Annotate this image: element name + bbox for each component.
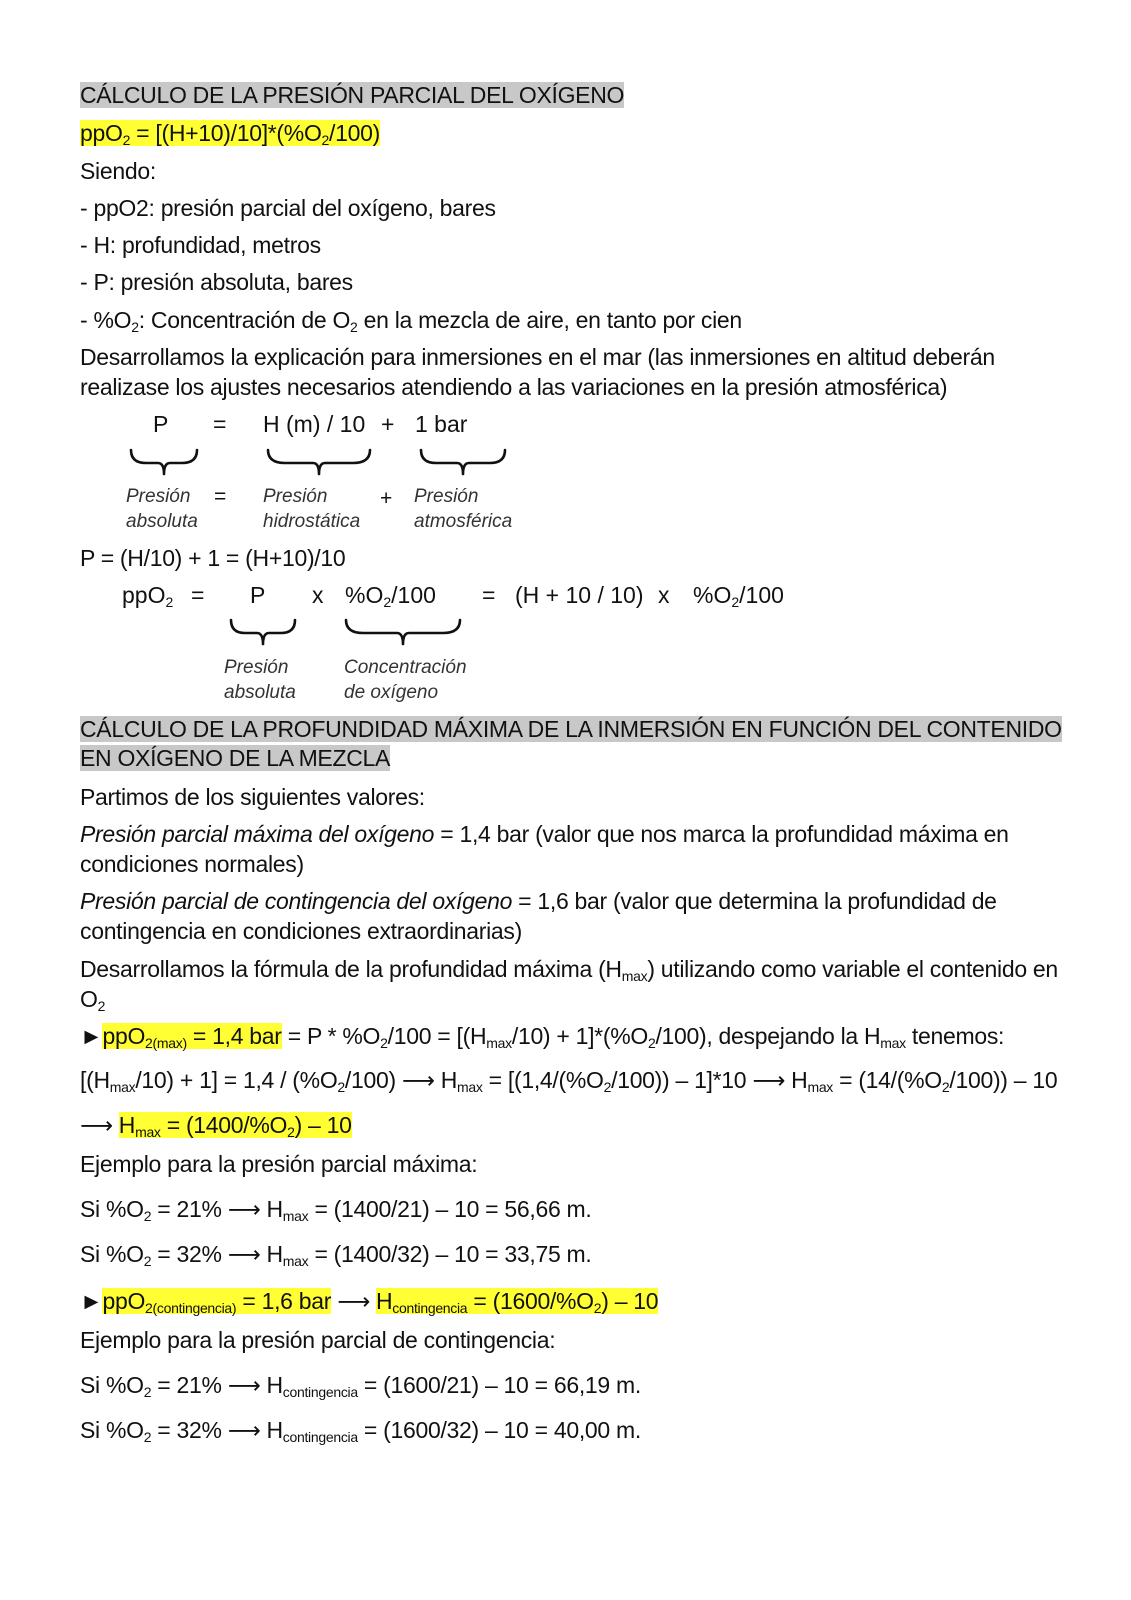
diag2-h-term: (H + 10 / 10) xyxy=(515,582,644,608)
section2-title: CÁLCULO DE LA PROFUNDIDAD MÁXIMA DE LA INMERSIÓN EN FUNCIÓN DEL CONTENIDO xyxy=(80,716,1062,742)
label-presion: Presión xyxy=(414,486,479,507)
label-presion: Presión xyxy=(224,657,289,678)
diag2-ppo2: ppO$_2$ xyxy=(122,582,174,610)
hmax-result-line: ⟶ $H_{max} = (1400/\%O_2) - 10$ xyxy=(80,1112,352,1140)
siendo-label: Siendo: xyxy=(80,158,156,184)
hmax-derivation-line: $[(H_{max}/10) + 1] = 1,4 / (\%O_2/100)$ ⟶ $H_{max} = [(1,4/(\%O_2/100)) - 1]*10$ ⟶ $H_{max} = (14/(\%O_2/100)) - 10$ xyxy=(80,1067,1058,1095)
brace-icon xyxy=(343,617,463,647)
section1-title: CÁLCULO DE LA PRESIÓN PARCIAL DEL OXÍGENO xyxy=(80,82,625,108)
ppo2max-highlight: ppO$_{2(max)}$ = 1,4 bar xyxy=(102,1023,282,1051)
example-title: Ejemplo para la presión parcial de contingencia: xyxy=(80,1327,556,1353)
label-de-oxigeno: de oxígeno xyxy=(344,682,439,703)
value-max-line: Presión parcial máxima del oxígeno = 1,4 bar (valor que nos marca la profundidad máxima en xyxy=(80,821,1009,847)
definition-item: - P: presión absoluta, bares xyxy=(80,269,353,295)
label-presion: Presión xyxy=(126,486,191,507)
diag-p: P xyxy=(153,411,169,437)
label-concentracion: Concentración xyxy=(344,657,467,678)
contingency-formula-line: ►ppO$_{2(contingencia)}$ = 1,6 bar ⟶ $H_{contingencia} = (1600/\%O_2) - 10$ xyxy=(80,1288,659,1316)
p-equation: P = (H/10) + 1 = (H+10)/10 xyxy=(80,545,346,571)
example-row: Si $\%O_2 = 32\%$ ⟶ $H_{max} = (1400/32) - 10 = 33,75$ m. xyxy=(80,1241,592,1269)
diag-equals: = xyxy=(213,411,227,437)
diag-bar: 1 bar xyxy=(415,411,468,437)
diag2-equals: = xyxy=(482,582,496,608)
explanation-line: realizase los ajustes necesarios atendiendo a las variaciones en la presión atmosférica) xyxy=(80,374,948,400)
diag-plus: + xyxy=(381,411,395,437)
label-absoluta: absoluta xyxy=(126,511,198,532)
brace-icon xyxy=(418,447,508,477)
example-row: Si $\%O_2 = 21\%$ ⟶ $H_{max} = (1400/21) - 10 = 56,66$ m. xyxy=(80,1196,592,1224)
diag2-times: x xyxy=(312,582,324,608)
partimos-text: Partimos de los siguientes valores: xyxy=(80,784,425,810)
label-presion: Presión xyxy=(263,486,328,507)
label-hidrostatica: hidrostática xyxy=(263,511,361,532)
develop-text: $O_2$ xyxy=(80,986,106,1014)
example-row: Si $\%O_2 = 32\%$ ⟶ $H_{contingencia} = (1600/32) - 10 = 40,00$ m. xyxy=(80,1417,641,1445)
section2-title: EN OXÍGENO DE LA MEZCLA xyxy=(80,745,391,771)
diag2-o2-term: $\%O_2/100$ xyxy=(693,582,784,610)
h-contingency-highlight: $H_{contingencia} = (1600/\%O_2) - 10$ xyxy=(375,1288,659,1316)
diag-hydro-term: H (m) / 10 xyxy=(263,411,366,437)
hmax-highlight: $H_{max} = (1400/\%O_2) - 10$ xyxy=(118,1112,352,1140)
diag2-equals: = xyxy=(191,582,205,608)
develop-text: Desarrollamos la fórmula de la profundidad máxima $(H_{max})$ utilizando como variable el contenido en xyxy=(80,956,1058,984)
hmax-derivation-line: ►ppO$_{2(max)}$ = 1,4 bar = $P * \%O_2/100 = [(H_{max}/10) + 1]*(\%O_2/100)$, despejando la $H_{max}$ tenemos: xyxy=(80,1023,1005,1051)
diag2-o2-term: $\%O_2/100$ xyxy=(345,582,436,610)
diag2-times: x xyxy=(658,582,670,608)
brace-icon xyxy=(265,447,373,477)
definition-item: - H: profundidad, metros xyxy=(80,232,321,258)
brace-icon xyxy=(128,447,200,477)
example-title: Ejemplo para la presión parcial máxima: xyxy=(80,1151,478,1177)
brace-icon xyxy=(228,617,298,647)
definition-item: - $\%O_2$: Concentración de $O_2$ en la mezcla de aire, en tanto por cien xyxy=(80,307,742,335)
label-equals: = xyxy=(214,485,227,508)
label-plus: + xyxy=(380,487,393,510)
explanation-line: Desarrollamos la explicación para inmersiones en el mar (las inmersiones en altitud deberán xyxy=(80,344,995,370)
value-contingency-line: contingencia en condiciones extraordinarias) xyxy=(80,918,522,944)
ppo2-formula: $ppO_2 = [(H+10)/10]*(\%O_2/100)$ xyxy=(80,120,380,148)
value-max-line: condiciones normales) xyxy=(80,851,304,877)
label-absoluta: absoluta xyxy=(224,682,296,703)
ppo2-contingency-highlight: ppO$_{2(contingencia)}$ = 1,6 bar xyxy=(102,1288,332,1316)
example-row: Si $\%O_2 = 21\%$ ⟶ $H_{contingencia} = (1600/21) - 10 = 66,19$ m. xyxy=(80,1372,641,1400)
diag2-p: P xyxy=(250,582,266,608)
definition-item: - ppO2: presión parcial del oxígeno, bares xyxy=(80,195,496,221)
value-contingency-line: Presión parcial de contingencia del oxígeno = 1,6 bar (valor que determina la profundidad de xyxy=(80,888,997,914)
label-atmosferica: atmosférica xyxy=(414,511,513,532)
